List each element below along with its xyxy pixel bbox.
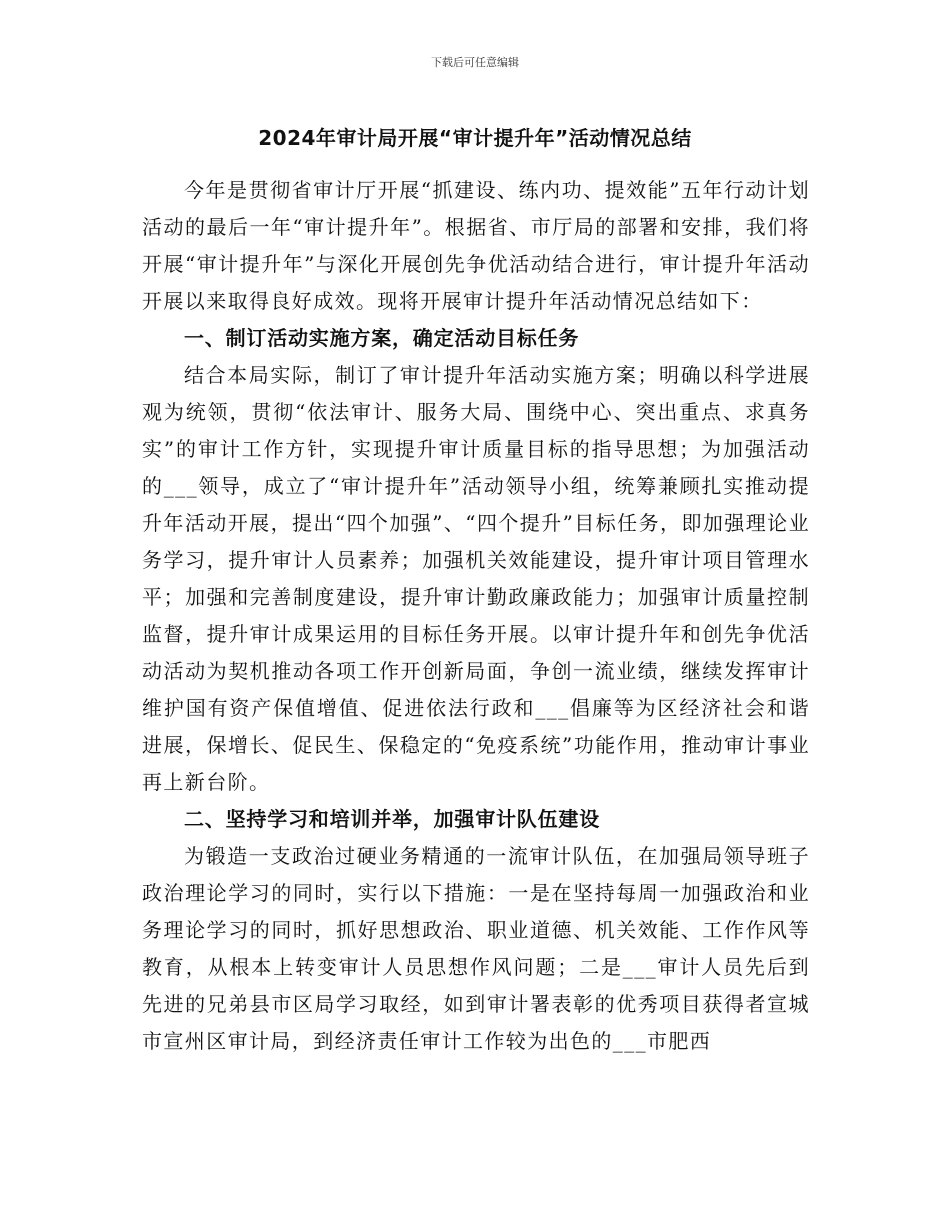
- section-1-heading: 一、制订活动实施方案，确定活动目标任务: [184, 326, 580, 350]
- header-note: 下载后可任意编辑: [431, 56, 519, 69]
- section-2-heading: 二、坚持学习和培训并举，加强审计队伍建设: [184, 807, 600, 831]
- document-body: [142, 172, 810, 1060]
- section-1-body: 结合本局实际，制订了审计提升年活动实施方案；明确以科学进展观为统领，贯彻“依法审计、服务大局、围绕中心、突出重点、求真务实”的审计工作方针，实现提升审计质量目标的指导思想；为加强活动的___领导，成立了“审计提升年”活动领导小组，统筹兼顾扎实推动提升年活动开展，提出“四个加强”、“四个提升”目标任务，即加强理论业务学习，提升审计人员素养；加强机关效能建设，提升审计项目管理水平；加强和完善制度建设，提升审计勤政廉政能力；加强审计质量控制监督，提升审计成果运用的目标任务开展。以审计提升年和创先争优活动活动为契机推动各项工作开创新局面，争创一流业绩，继续发挥审计维护国有资产保值增值、促进依法行政和___倡廉等为区经济社会和谐进展，保增长、促民生、保稳定的“免疫系统”功能作用，推动审计事业再上新台阶。: [142, 363, 810, 794]
- document-title: 2024年审计局开展“审计提升年”活动情况总结: [258, 126, 692, 150]
- section-2-body: 为锻造一支政治过硬业务精通的一流审计队伍，在加强局领导班子政治理论学习的同时，实行以下措施：一是在坚持每周一加强政治和业务理论学习的同时，抓好思想政治、职业道德、机关效能、工作作风等教育，从根本上转变审计人员思想作风问题；二是___审计人员先后到先进的兄弟县市区局学习取经，如到审计署表彰的优秀项目获得者宣城市宣州区审计局，到经济责任审计工作较为出色的___市肥西: [142, 844, 810, 1053]
- intro-paragraph: 今年是贯彻省审计厅开展“抓建设、练内功、提效能”五年行动计划活动的最后一年“审计提升年”。根据省、市厅局的部署和安排，我们将开展“审计提升年”与深化开展创先争优活动结合进行，审计提升年活动开展以来取得良好成效。现将开展审计提升年活动情况总结如下：: [142, 178, 810, 313]
